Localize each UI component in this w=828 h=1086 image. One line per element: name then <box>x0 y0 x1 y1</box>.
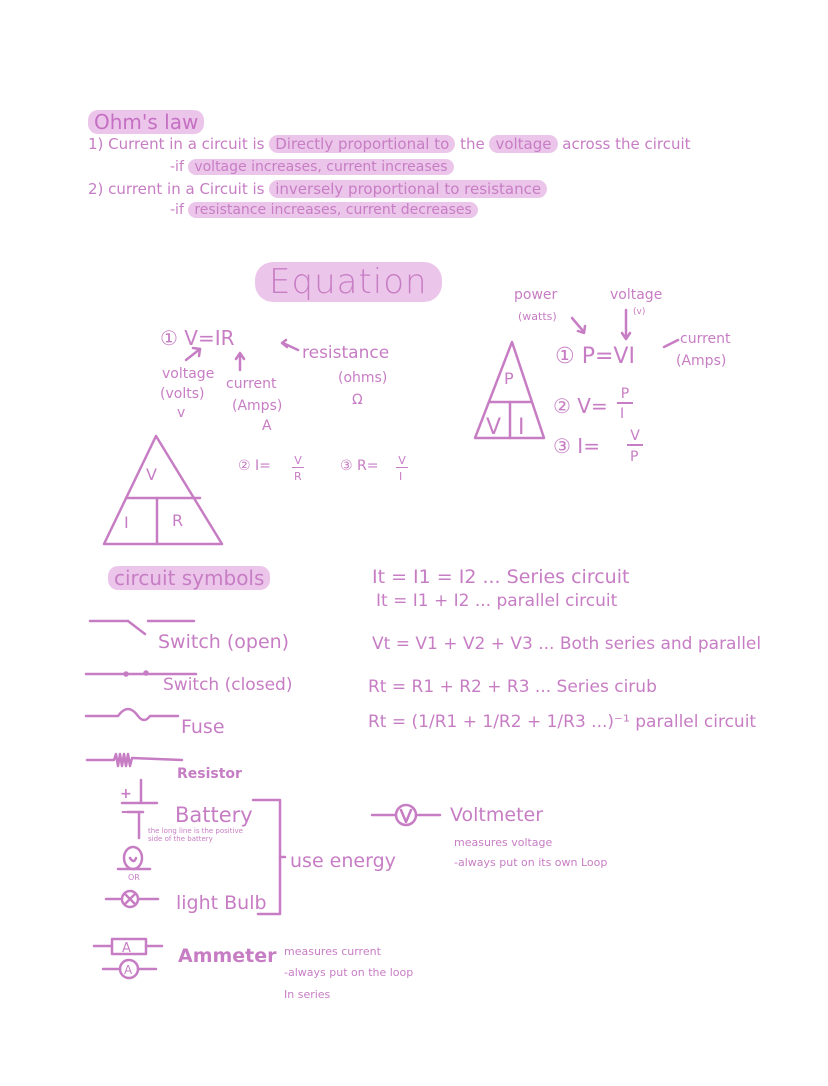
circuit-symbols-title: circuit symbols <box>108 566 270 590</box>
ohms-law-point-1-sub: -if voltage increases, current increases <box>170 159 454 175</box>
ammeter-label: Ammeter <box>178 945 277 967</box>
resistance-symbol: Ω <box>352 392 363 408</box>
voltage-symbol: v <box>177 405 186 421</box>
power-current-label: current <box>680 331 731 347</box>
rule-resistance-series: Rt = R1 + R2 + R3 ... Series cirub <box>368 677 657 697</box>
equation-2-denominator: R <box>294 470 302 483</box>
ammeter-circle-icon <box>103 960 156 978</box>
power-voltage-label: voltage <box>610 287 663 303</box>
voltage-label: voltage <box>162 366 215 382</box>
lamp-filament-icon <box>118 847 150 869</box>
power-equation-2-numerator: P <box>617 386 633 404</box>
ohms-law-point-2-sub: -if resistance increases, current decreases <box>170 202 478 218</box>
ohms-law-point-1: 1) Current in a circuit is Directly proportional to the voltage across the circuit <box>88 135 691 153</box>
resistor-label: Resistor <box>177 766 242 782</box>
ohms-law-title: Ohm's law <box>88 110 204 134</box>
svg-text:A: A <box>122 941 131 956</box>
svg-text:I: I <box>518 415 525 440</box>
power-equation-2: ② V= <box>553 394 608 418</box>
rule-voltage: Vt = V1 + V2 + V3 ... Both series and parallel <box>372 634 762 654</box>
power-equation-3: ③ I= <box>553 434 600 458</box>
or-label: OR <box>128 873 140 882</box>
equation-2: ② I= <box>238 458 271 474</box>
voltmeter-icon <box>372 805 440 825</box>
equation-title: Equation <box>255 262 442 302</box>
fuse-icon <box>86 709 178 720</box>
power-equation-2-denominator: I <box>620 406 625 422</box>
power-voltage-unit: (v) <box>633 307 646 317</box>
voltage-unit: (volts) <box>160 386 205 402</box>
equation-3-denominator: I <box>399 470 403 483</box>
resistance-unit: (ohms) <box>338 370 388 386</box>
switch-closed-label: Switch (closed) <box>163 675 293 695</box>
svg-text:I: I <box>124 513 129 532</box>
battery-label: Battery <box>175 803 253 827</box>
equation-3-numerator: V <box>396 454 408 468</box>
voltmeter-note-1: measures voltage <box>454 836 553 849</box>
current-label: current <box>226 376 277 392</box>
battery-note: the long line is the positive side of the battery <box>148 827 243 843</box>
power-equation-3-denominator: P <box>630 449 639 465</box>
power-equation-1: ① P=VI <box>555 344 635 369</box>
svg-text:V: V <box>146 465 157 484</box>
ammeter-note-2: -always put on the loop <box>284 966 414 979</box>
ammeter-box-icon <box>94 939 162 956</box>
rule-resistance-parallel: Rt = (1/R1 + 1/R2 + 1/R3 ...)⁻¹ parallel circuit <box>368 712 757 732</box>
switch-open-label: Switch (open) <box>158 631 290 653</box>
resistance-label: resistance <box>302 343 390 363</box>
rule-current-series: It = I1 = I2 ... Series circuit <box>372 566 630 588</box>
current-symbol: A <box>262 418 272 434</box>
battery-minus-sign: - <box>121 804 127 820</box>
rule-current-parallel: It = I1 + I2 ... parallel circuit <box>376 591 618 611</box>
battery-plus-sign: + <box>120 786 132 802</box>
equation-3: ③ R= <box>340 458 379 474</box>
ammeter-note-3: In series <box>284 988 331 1001</box>
ohms-law-point-2: 2) current in a Circuit is inversely proportional to resistance <box>88 180 547 198</box>
equation-2-numerator: V <box>292 454 304 468</box>
svg-text:A: A <box>124 963 133 977</box>
power-label: power <box>514 287 558 303</box>
svg-text:R: R <box>172 511 184 530</box>
power-current-unit: (Amps) <box>676 353 727 369</box>
svg-text:V: V <box>486 415 502 440</box>
light-bulb-icon <box>106 891 158 907</box>
current-unit: (Amps) <box>232 398 283 414</box>
fuse-label: Fuse <box>181 716 225 738</box>
ammeter-note-1: measures current <box>284 945 381 958</box>
voltmeter-label: Voltmeter <box>450 804 544 826</box>
light-bulb-label: light Bulb <box>176 892 267 914</box>
power-unit: (watts) <box>518 310 557 323</box>
ohms-equation-main: ① V=IR <box>160 326 235 350</box>
power-equation-3-numerator: V <box>627 428 643 446</box>
svg-text:P: P <box>504 369 514 388</box>
resistor-icon <box>87 754 182 766</box>
voltmeter-note-2: -always put on its own Loop <box>454 856 608 869</box>
use-energy-label: use energy <box>290 850 396 872</box>
